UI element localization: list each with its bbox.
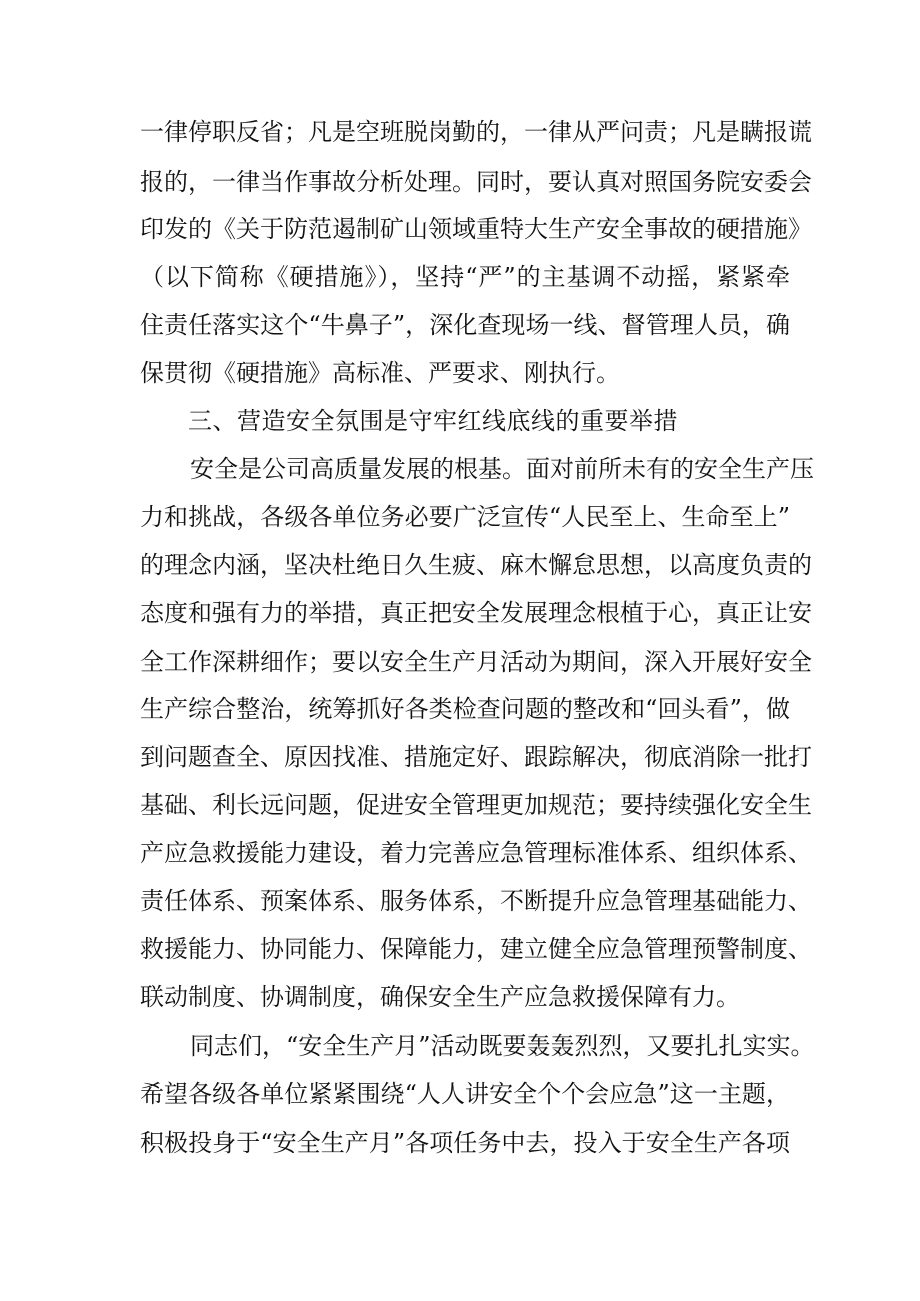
paragraph-2-line-10: 责任体系、预案体系、服务体系，不断提升应急管理基础能力、 bbox=[140, 887, 812, 915]
paragraph-2-line-4: 态度和强有力的举措，真正把安全发展理念根植于心，真正让安 bbox=[140, 599, 812, 627]
paragraph-3-line-2: 希望各级各单位紧紧围绕“人人讲安全个个会应急”这一主题， bbox=[140, 1080, 790, 1108]
paragraph-1-line-6: 保贯彻《硬措施》高标准、严要求、刚执行。 bbox=[140, 359, 620, 387]
paragraph-2-line-3: 的理念内涵，坚决杜绝日久生疲、麻木懈怠思想，以高度负责的 bbox=[140, 551, 812, 579]
paragraph-1-line-5: 住责任落实这个“牛鼻子”，深化查现场一线、督管理人员，确 bbox=[140, 311, 790, 339]
paragraph-2-line-5: 全工作深耕细作；要以安全生产月活动为期间，深入开展好安全 bbox=[140, 648, 812, 676]
paragraph-2-line-6: 生产综合整治，统筹抓好各类检查问题的整改和“回头看”，做 bbox=[140, 695, 790, 723]
paragraph-1-line-2: 报的，一律当作事故分析处理。同时，要认真对照国务院安委会 bbox=[140, 168, 812, 196]
paragraph-3-line-3: 积极投身于“安全生产月”各项任务中去，投入于安全生产各项 bbox=[140, 1129, 790, 1157]
paragraph-1-line-4: （以下简称《硬措施》），坚持“严”的主基调不动摇，紧紧牵 bbox=[140, 263, 790, 291]
paragraph-2-line-8: 基础、利长远问题，促进安全管理更加规范；要持续强化安全生 bbox=[140, 791, 812, 819]
paragraph-2-line-7: 到问题查全、原因找准、措施定好、跟踪解决，彻底消除一批打 bbox=[140, 743, 812, 771]
section-heading: 三、营造安全氛围是守牢红线底线的重要举措 bbox=[188, 407, 678, 435]
paragraph-2-line-12: 联动制度、协调制度，确保安全生产应急救援保障有力。 bbox=[140, 983, 740, 1011]
paragraph-2-line-1: 安全是公司高质量发展的根基。面对前所未有的安全生产压 bbox=[190, 455, 814, 483]
paragraph-1-line-3: 印发的《关于防范遏制矿山领域重特大生产安全事故的硬措施》 bbox=[140, 215, 812, 243]
paragraph-2-line-2: 力和挑战，各级各单位务必要广泛宣传“人民至上、生命至上” bbox=[140, 503, 790, 531]
paragraph-2-line-9: 产应急救援能力建设，着力完善应急管理标准体系、组织体系、 bbox=[140, 839, 812, 867]
paragraph-1-line-1: 一律停职反省；凡是空班脱岗勤的，一律从严问责；凡是瞒报谎 bbox=[140, 118, 812, 146]
paragraph-3-line-1: 同志们，“安全生产月”活动既要轰轰烈烈，又要扎扎实实。 bbox=[190, 1032, 815, 1060]
paragraph-2-line-11: 救援能力、协同能力、保障能力，建立健全应急管理预警制度、 bbox=[140, 935, 812, 963]
